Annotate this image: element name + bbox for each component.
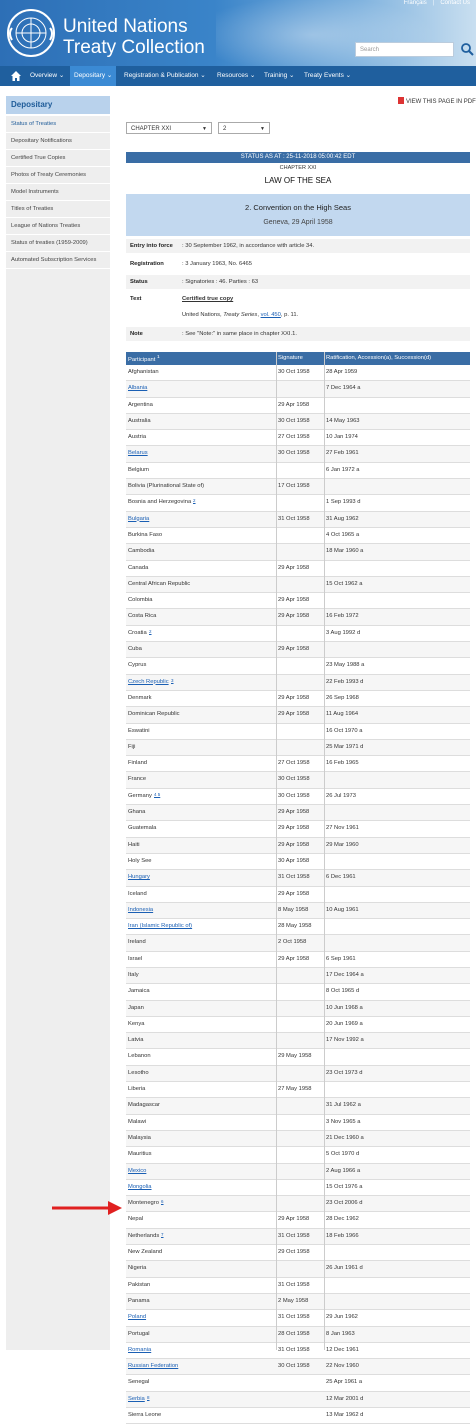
contact-us-link[interactable]: Contact Us xyxy=(440,0,470,6)
participant-name[interactable]: Hungary xyxy=(128,874,150,881)
ratification-date: 26 Jun 1961 d xyxy=(326,1265,363,1272)
table-row xyxy=(126,935,470,951)
ratification-date: 31 Jul 1962 a xyxy=(326,1102,361,1109)
participant-name[interactable]: Bulgaria xyxy=(128,515,150,522)
ratification-date: 26 Sep 1968 xyxy=(326,694,359,701)
table-row xyxy=(126,528,470,544)
sidebar-item-certified-true-copies[interactable]: Certified True Copies xyxy=(6,150,110,167)
info-note-row xyxy=(126,327,470,341)
participant-name: Guatemala xyxy=(128,825,157,832)
ratification-date: 25 Apr 1961 a xyxy=(326,1379,363,1386)
table-row xyxy=(126,609,470,625)
ratification-date: 15 Oct 1962 a xyxy=(326,580,363,587)
signature-date: 29 Apr 1958 xyxy=(278,825,310,832)
ratification-date: 22 Nov 1960 xyxy=(326,1363,359,1370)
table-row xyxy=(126,691,470,707)
participant-name[interactable]: Romania xyxy=(128,1346,152,1353)
note-label: Note xyxy=(130,331,143,337)
participant-name: Eswatini xyxy=(128,727,150,734)
participant-name: Cambodia xyxy=(128,548,155,555)
table-row xyxy=(126,1408,470,1424)
signature-date: 31 Oct 1958 xyxy=(278,1346,310,1353)
sidebar-item-model-instruments[interactable]: Model Instruments xyxy=(6,184,110,201)
participant-name: Italy xyxy=(128,971,139,978)
treaty-place-date: Geneva, 29 April 1958 xyxy=(263,219,333,226)
ratification-date: 5 Oct 1970 d xyxy=(326,1151,360,1158)
participant-name: Lebanon xyxy=(128,1053,151,1060)
header-signature: Signature xyxy=(278,355,303,361)
table-row xyxy=(126,968,470,984)
table-row xyxy=(126,1196,470,1212)
table-row xyxy=(126,561,470,577)
search-input[interactable]: Search xyxy=(355,42,454,57)
ratification-date: 11 Aug 1964 xyxy=(326,711,359,718)
column-divider xyxy=(324,352,325,1350)
table-row xyxy=(126,740,470,756)
signature-date: 29 Apr 1958 xyxy=(278,1216,310,1223)
table-row xyxy=(126,381,470,397)
participant-name: Costa Rica xyxy=(128,613,157,620)
table-row xyxy=(126,1343,470,1359)
treaty-number-value: 2 xyxy=(223,126,227,132)
participant-name: Senegal xyxy=(128,1379,150,1386)
participant-name: Pakistan xyxy=(128,1281,151,1288)
sidebar-item-status-of-treaties[interactable]: Status of Treaties xyxy=(6,116,110,133)
sidebar-item-league-of-nations[interactable]: League of Nations Treaties xyxy=(6,218,110,235)
ratification-date: 22 Feb 1993 d xyxy=(326,678,364,685)
signature-date: 30 Oct 1958 xyxy=(278,1363,310,1370)
site-header xyxy=(0,0,476,66)
table-row xyxy=(126,512,470,528)
table-row xyxy=(126,463,470,479)
ratification-date: 8 Oct 1965 d xyxy=(326,988,360,995)
main-nav xyxy=(0,66,476,86)
registration-value: : 3 January 1963, No. 6465 xyxy=(182,261,252,267)
table-row xyxy=(126,1066,470,1082)
ratification-date: 16 Oct 1970 a xyxy=(326,727,363,734)
participant-name: Sierra Leone xyxy=(128,1412,162,1418)
signature-date: 31 Oct 1958 xyxy=(278,1281,310,1288)
un-emblem-icon[interactable] xyxy=(6,8,56,58)
table-row xyxy=(126,1017,470,1033)
participant-name: Belgium xyxy=(128,466,149,473)
table-row xyxy=(126,544,470,560)
nav-resources[interactable]: Resources ⌄ xyxy=(217,72,256,79)
participant-name[interactable]: Czech Republic xyxy=(128,678,169,685)
participant-name: Afghanistan xyxy=(128,369,159,375)
volume-link[interactable]: vol. 450 xyxy=(260,312,281,318)
signature-date: 29 Apr 1958 xyxy=(278,646,310,653)
table-row xyxy=(126,919,470,935)
ratification-date: 26 Jul 1973 xyxy=(326,792,356,799)
ratification-date: 21 Dec 1960 a xyxy=(326,1134,364,1141)
header-ratification: Ratification, Accession(a), Succession(d) xyxy=(326,355,432,361)
sidebar-title: Depositary xyxy=(6,96,110,114)
treaty-series-label: Treaty Series xyxy=(223,312,258,318)
ratification-date: 14 May 1963 xyxy=(326,417,360,424)
participant-name: Austria xyxy=(128,434,147,441)
table-row xyxy=(126,1001,470,1017)
table-row xyxy=(126,1229,470,1245)
footnote-link[interactable]: 8 xyxy=(147,1394,150,1400)
signature-date: 30 Apr 1958 xyxy=(278,857,310,864)
table-row xyxy=(126,1049,470,1065)
participant-name: Germany xyxy=(128,792,152,799)
participant-name: Liberia xyxy=(128,1086,146,1093)
entry-label: Entry into force xyxy=(130,243,173,249)
french-link[interactable]: Français xyxy=(403,0,427,6)
participant-name: Nigeria xyxy=(128,1265,147,1272)
ratification-date: 28 Apr 1959 xyxy=(326,369,358,375)
signature-date: 31 Oct 1958 xyxy=(278,874,310,881)
ratification-date: 23 May 1988 a xyxy=(326,662,365,669)
participant-name: Cuba xyxy=(128,646,142,653)
table-row xyxy=(126,821,470,837)
signature-date: 30 Oct 1958 xyxy=(278,369,310,375)
table-row xyxy=(126,707,470,723)
table-row xyxy=(126,365,470,381)
table-row xyxy=(126,1033,470,1049)
table-row xyxy=(126,1115,470,1131)
ratification-date: 12 Dec 1961 xyxy=(326,1346,359,1353)
ratification-date: 31 Aug 1962 xyxy=(326,515,359,522)
table-row xyxy=(126,870,470,886)
table-row xyxy=(126,1098,470,1114)
ratification-date: 7 Dec 1964 a xyxy=(326,385,361,392)
participant-name: Holy See xyxy=(128,857,152,864)
table-row xyxy=(126,854,470,870)
signature-date: 8 May 1958 xyxy=(278,906,309,913)
header-participant: Participant $^1$ xyxy=(128,355,160,363)
participant-name: Lesotho xyxy=(128,1069,149,1076)
chapter-select-value: CHAPTER XXI xyxy=(131,126,172,132)
table-row xyxy=(126,1147,470,1163)
participant-name: Ghana xyxy=(128,809,146,816)
signature-date: 29 May 1958 xyxy=(278,1053,312,1060)
nav-treaty-events[interactable]: Treaty Events ⌄ xyxy=(304,72,352,79)
table-row xyxy=(126,414,470,430)
certified-true-copy-link[interactable]: Certified true copy xyxy=(182,296,234,302)
ratification-date: 23 Oct 2006 d xyxy=(326,1200,363,1207)
ratification-date: 17 Nov 1992 a xyxy=(326,1037,364,1044)
sidebar-item-photos[interactable]: Photos of Treaty Ceremonies xyxy=(6,167,110,184)
signature-date: 29 Apr 1958 xyxy=(278,401,310,408)
search-icon[interactable] xyxy=(460,42,474,57)
ratification-date: 18 Feb 1966 xyxy=(326,1232,359,1239)
table-row xyxy=(126,495,470,511)
nav-training[interactable]: Training ⌄ xyxy=(264,72,295,79)
status-label: Status xyxy=(130,279,148,285)
ratification-date: 27 Feb 1961 xyxy=(326,450,359,457)
signature-date: 29 Apr 1958 xyxy=(278,564,310,571)
registration-label: Registration xyxy=(130,261,164,267)
signature-date: 28 Oct 1958 xyxy=(278,1330,310,1337)
table-row xyxy=(126,805,470,821)
table-row xyxy=(126,1327,470,1343)
signature-date: 2 May 1958 xyxy=(278,1297,309,1304)
signature-date: 29 Apr 1958 xyxy=(278,890,310,897)
table-row xyxy=(126,1359,470,1375)
footnote-link[interactable]: 2 xyxy=(193,498,196,504)
signature-date: 31 Oct 1958 xyxy=(278,515,310,522)
participant-name: Madagascar xyxy=(128,1102,160,1109)
treaty-series-prefix: United Nations, xyxy=(182,312,222,318)
treaty-number-select[interactable] xyxy=(218,122,270,134)
table-row xyxy=(126,887,470,903)
table-row xyxy=(126,1245,470,1261)
participant-name[interactable]: Iran (Islamic Republic of) xyxy=(128,923,193,930)
participant-name: Panama xyxy=(128,1297,150,1304)
ratification-date: 18 Mar 1960 a xyxy=(326,548,364,555)
table-row xyxy=(126,1278,470,1294)
signature-date: 27 May 1958 xyxy=(278,1086,312,1093)
table-row xyxy=(126,1261,470,1277)
table-row xyxy=(126,577,470,593)
ratification-date: 3 Aug 1992 d xyxy=(326,629,361,636)
signature-date: 29 Apr 1958 xyxy=(278,711,310,718)
chevron-down-icon: ▼ xyxy=(202,126,207,132)
table-row xyxy=(126,903,470,919)
signature-date: 27 Oct 1958 xyxy=(278,434,310,441)
participant-name: Central African Republic xyxy=(128,580,191,587)
top-links: Français | Contact Us xyxy=(403,0,470,6)
participant-name[interactable]: Albania xyxy=(128,385,148,392)
sidebar-item-subscription[interactable]: Automated Subscription Services xyxy=(6,252,110,269)
participant-name: Argentina xyxy=(128,401,153,408)
footnote-link[interactable]: 6 xyxy=(161,1199,164,1205)
info-registration-row xyxy=(126,257,470,271)
ratification-date: 25 Mar 1971 d xyxy=(326,743,364,750)
ratification-date: 23 Oct 1973 d xyxy=(326,1069,363,1076)
participant-name: New Zealand xyxy=(128,1249,163,1256)
signature-date: 29 Apr 1958 xyxy=(278,955,310,962)
ratification-date: 1 Sep 1993 d xyxy=(326,499,361,506)
table-row xyxy=(126,626,470,642)
ratification-date: 17 Dec 1964 a xyxy=(326,971,364,978)
ratification-date: 20 Jun 1969 a xyxy=(326,1020,363,1027)
participant-name: Portugal xyxy=(128,1330,150,1337)
participant-name: Denmark xyxy=(128,694,152,701)
ratification-date: 12 Mar 2001 d xyxy=(326,1395,364,1402)
table-row xyxy=(126,1164,470,1180)
table-row xyxy=(126,1131,470,1147)
ratification-date: 8 Jan 1963 xyxy=(326,1330,355,1337)
participant-name: Mauritius xyxy=(128,1151,152,1158)
signature-date: 29 Oct 1958 xyxy=(278,1249,310,1256)
ratification-date: 10 Jan 1974 xyxy=(326,434,358,441)
participant-name: Jamaica xyxy=(128,988,150,995)
home-icon[interactable] xyxy=(10,70,22,82)
participant-name: Israel xyxy=(128,955,143,962)
sidebar-item-titles[interactable]: Titles of Treaties xyxy=(6,201,110,218)
table-row xyxy=(126,1310,470,1326)
ratification-date: 16 Feb 1972 xyxy=(326,613,359,620)
chevron-down-icon: ▼ xyxy=(260,126,265,132)
entry-value: : 30 September 1962, in accordance with article 34. xyxy=(182,243,315,249)
table-row xyxy=(126,1392,470,1408)
participant-name[interactable]: Indonesia xyxy=(128,906,154,913)
participant-name: Malaysia xyxy=(128,1134,151,1141)
sidebar xyxy=(6,116,110,1350)
nav-depositary[interactable]: Depositary ⌄ xyxy=(70,66,116,86)
nav-registration-publication[interactable]: Registration & Publication ⌄ xyxy=(124,72,206,79)
nav-overview[interactable]: Overview ⌄ xyxy=(30,72,65,79)
view-pdf-link[interactable] xyxy=(398,97,476,105)
ratification-date: 16 Feb 1965 xyxy=(326,760,359,767)
participant-name: Finland xyxy=(128,760,148,767)
participant-name: Cyprus xyxy=(128,662,147,669)
signature-date: 30 Oct 1958 xyxy=(278,792,310,799)
footnote-link[interactable]: 2 xyxy=(149,628,152,634)
participant-name[interactable]: Poland xyxy=(128,1314,147,1321)
ratification-date: 15 Oct 1976 a xyxy=(326,1183,363,1190)
table-row xyxy=(126,430,470,446)
table-row xyxy=(126,398,470,414)
page-title: LAW OF THE SEA xyxy=(264,176,332,185)
table-row xyxy=(126,658,470,674)
text-label: Text xyxy=(130,296,142,302)
pdf-icon xyxy=(398,97,404,104)
participant-name[interactable]: Belarus xyxy=(128,450,148,457)
signature-date: 29 Apr 1958 xyxy=(278,841,310,848)
participant-name[interactable]: Mexico xyxy=(128,1167,147,1174)
ratification-date: 28 Dec 1962 xyxy=(326,1216,359,1223)
status-bar: STATUS AS AT : 25-11-2018 05:00:42 EDT xyxy=(126,152,470,163)
table-row xyxy=(126,1294,470,1310)
table-row xyxy=(126,642,470,658)
participant-name: Netherlands xyxy=(128,1232,160,1239)
table-row xyxy=(126,593,470,609)
brand-line-1[interactable]: United Nations xyxy=(63,16,188,37)
ratification-date: 4 Oct 1965 a xyxy=(326,531,360,538)
table-row xyxy=(126,724,470,740)
ratification-date: 2 Aug 1966 a xyxy=(326,1167,361,1174)
participant-name: Iceland xyxy=(128,890,147,897)
footnote-link[interactable]: 3 xyxy=(171,677,174,683)
participant-name: Kenya xyxy=(128,1020,145,1027)
participant-name[interactable]: Serbia xyxy=(128,1395,145,1402)
participant-name: Malawi xyxy=(128,1118,147,1125)
participant-name: Montenegro xyxy=(128,1200,159,1207)
table-row xyxy=(126,952,470,968)
table-row xyxy=(126,772,470,788)
table-row xyxy=(126,756,470,772)
status-value: : Signatories : 46. Parties : 63 xyxy=(182,279,259,285)
brand-line-2[interactable]: Treaty Collection xyxy=(63,37,205,58)
header-participant-footnote[interactable]: 1 xyxy=(157,355,160,360)
table-header xyxy=(126,352,470,365)
ratification-date: 6 Sep 1961 xyxy=(326,955,356,962)
info-text-row xyxy=(126,293,470,323)
signature-date: 30 Oct 1958 xyxy=(278,417,310,424)
chapter-select[interactable] xyxy=(126,122,212,134)
treaty-series-page: , p. 11. xyxy=(280,312,299,318)
note-value: : See "Note:" in same place in chapter XXI.1. xyxy=(182,331,297,337)
column-divider xyxy=(276,352,277,1350)
participant-name: Bolivia (Plurinational State of) xyxy=(128,483,205,490)
table-row xyxy=(126,1180,470,1196)
info-entry-row xyxy=(126,239,470,253)
table-row xyxy=(126,446,470,462)
table-row xyxy=(126,675,470,691)
participant-name: Latvia xyxy=(128,1037,144,1044)
signature-date: 28 May 1958 xyxy=(278,923,312,930)
participant-name: Japan xyxy=(128,1004,144,1011)
table-row xyxy=(126,1375,470,1391)
ratification-date: 29 Mar 1960 xyxy=(326,841,359,848)
ratification-date: 6 Jan 1972 a xyxy=(326,466,360,473)
signature-date: 29 Apr 1958 xyxy=(278,694,310,701)
ratification-date: 6 Dec 1961 xyxy=(326,874,356,881)
table-row xyxy=(126,984,470,1000)
signature-date: 29 Apr 1958 xyxy=(278,809,310,816)
participant-name: Bosnia and Herzegovina xyxy=(128,499,192,506)
participant-name[interactable]: Russian Federation xyxy=(128,1363,179,1370)
treaty-series-ref xyxy=(182,312,298,318)
participant-name: Dominican Republic xyxy=(128,711,180,718)
chapter-label: CHAPTER XXI xyxy=(279,165,317,171)
signature-date: 2 Oct 1958 xyxy=(278,939,307,946)
participant-name[interactable]: Mongolia xyxy=(128,1183,152,1190)
signature-date: 30 Oct 1958 xyxy=(278,776,310,783)
view-pdf-label: VIEW THIS PAGE IN PDF xyxy=(406,99,476,105)
signature-date: 29 Apr 1958 xyxy=(278,597,310,604)
table-row xyxy=(126,838,470,854)
footnote-link[interactable]: 4 5 xyxy=(154,791,161,797)
participant-name: Haiti xyxy=(128,841,140,848)
ratification-date: 13 Mar 1962 d xyxy=(326,1412,364,1418)
participant-name: Australia xyxy=(128,417,151,424)
signature-date: 31 Oct 1958 xyxy=(278,1232,310,1239)
ratification-date: 3 Nov 1965 a xyxy=(326,1118,361,1125)
participants-table xyxy=(126,352,470,1424)
sidebar-item-depositary-notifications[interactable]: Depositary Notifications xyxy=(6,133,110,150)
ratification-date: 27 Nov 1961 xyxy=(326,825,359,832)
ratification-date: 10 Aug 1961 xyxy=(326,906,359,913)
footnote-link[interactable]: 7 xyxy=(161,1231,164,1237)
participant-name: Croatia xyxy=(128,629,147,636)
participant-name: France xyxy=(128,776,147,783)
participant-name: Fiji xyxy=(128,743,136,750)
signature-date: 17 Oct 1958 xyxy=(278,483,310,490)
treaty-series-comma: , xyxy=(257,312,259,318)
ratification-date: 29 Jun 1962 xyxy=(326,1314,358,1321)
table-row xyxy=(126,479,470,495)
treaty-title-box xyxy=(126,194,470,236)
treaty-title: 2. Convention on the High Seas xyxy=(245,203,351,212)
signature-date: 30 Oct 1958 xyxy=(278,450,310,457)
sidebar-item-status-1959-2009[interactable]: Status of treaties (1959-2009) xyxy=(6,235,110,252)
participant-name: Colombia xyxy=(128,597,153,604)
red-arrow-annotation xyxy=(52,1200,122,1216)
table-row xyxy=(126,1082,470,1098)
signature-date: 27 Oct 1958 xyxy=(278,760,310,767)
participant-name: Nepal xyxy=(128,1216,144,1223)
table-row xyxy=(126,789,470,805)
info-status-row xyxy=(126,275,470,289)
participant-name: Burkina Faso xyxy=(128,531,163,538)
signature-date: 31 Oct 1958 xyxy=(278,1314,310,1321)
participant-name: Canada xyxy=(128,564,149,571)
participant-name: Ireland xyxy=(128,939,146,946)
signature-date: 29 Apr 1958 xyxy=(278,613,310,620)
ratification-date: 10 Jun 1968 a xyxy=(326,1004,363,1011)
table-row xyxy=(126,1212,470,1228)
